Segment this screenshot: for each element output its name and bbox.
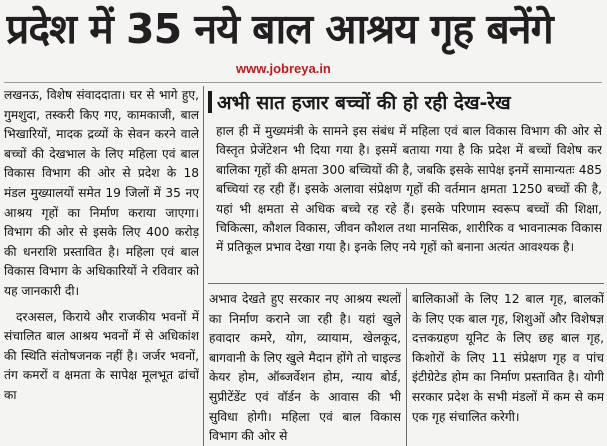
column-2-text: अभाव देखते हुए सरकार नए आश्रय स्थलों का निर्माण कराने जा रही है। यहां खुले हवादार कमरे, योग, व्यायाम, खेलकूद, बागवानी के लिए खुले मैदान होंगे तो चाइल्ड केयर होम, ऑब्जर्वेशन होम, न्याय बोर्ड, सुप्रीटेंडेंट एवं वॉर्डन के आवास की भी सुविधा होगी। महिला एवं बाल विकास विभाग की ओर से (209, 292, 401, 444)
headline: प्रदेश में 35 नये बाल आश्रय गृह बनेंगे (6, 5, 553, 53)
column-1-paragraph-1: लखनऊ, विशेष संवाददाता। घर से भागे हुए, गुमशुदा, तस्करी किए गए, कामकाजी, बाल भिखारियों, मादक द्रव्यों के सेवन करने वाले बच्चों की देखभाल के लिए महिला एवं बाल विकास विभाग की ओर से प्रदेश के 18 मंडल मुख्यालयों समेत 19 जिलों में 35 नए आश्रय गृहों का निर्माण कराया जाएगा। विभाग की ओर से इसके लिए 400 करोड़ की धनराशि प्रस्तावित है। महिला एवं बाल विकास विभाग के अधिकारियों ने रविवार को यह जानकारी दी। (4, 88, 199, 298)
intro-text: हाल ही में मुख्यमंत्री के सामने इस संबंध में महिला एवं बाल विकास विभाग की ओर से विस्तृत प्रेजेंटेशन भी दिया गया है। इसमें बताया गया है कि प्रदेश में बच्चों विशेष कर बालिका गृहों की क्षमता 300 बच्चियों की है, जबकि इसके सापेक्ष इनमें सामान्यतः 485 बच्चियां रह रही हैं। इसके अलावा संप्रेक्षण गृहों की वर्तमान क्षमता 1250 बच्चों की है, यहां भी क्षमता से अधिक बच्चे रह रहे हैं। इसके परिणाम स्वरूप बच्चों की शिक्षा, चिकित्सा, कौशल विकास, जीवन कौशल तथा मानसिक, शारीरिक व भावनात्मक विकास में प्रतिकूल प्रभाव देखा गया है। इनके लिए नये गृहों को बनाना अत्यंत आवश्यक है। (216, 124, 602, 255)
divider-column1 (203, 86, 204, 446)
subheadline: अभी सात हजार बच्चों की हो रही देख-रेख (217, 92, 511, 114)
subheadline-bar (208, 91, 212, 113)
divider-column2 (406, 288, 407, 446)
intro-paragraph (216, 122, 602, 276)
divider-under-headline (4, 82, 602, 83)
column-3 (412, 290, 604, 446)
column-2 (209, 290, 401, 446)
watermark: www.jobreya.in (236, 61, 331, 76)
divider-under-intro (208, 283, 604, 284)
column-1 (4, 86, 199, 446)
column-3-text: बालिकाओं के लिए 12 बाल गृह, बालकों के लिए एक बाल गृह, शिशुओं और विशेषज्ञ दत्तकग्रहण यूनिट के लिए छह बाल गृह, किशोरों के लिए 11 संप्रेक्षण गृह व पांच इंटीग्रेटेड होम का निर्माण प्रस्तावित है। योगी सरकार प्रदेश के सभी मंडलों में कम से कम एक गृह संचालित करेगी। (412, 292, 604, 424)
column-1-paragraph-2: दरअसल, किराये और राजकीय भवनों में संचालित बाल आश्रय भवनों में से अधिकांश की स्थिति संतोषजनक नहीं है। जर्जर भवनों, तंग कमरों व क्षमता के सापेक्ष मूलभूत ढांचों का (4, 309, 199, 402)
